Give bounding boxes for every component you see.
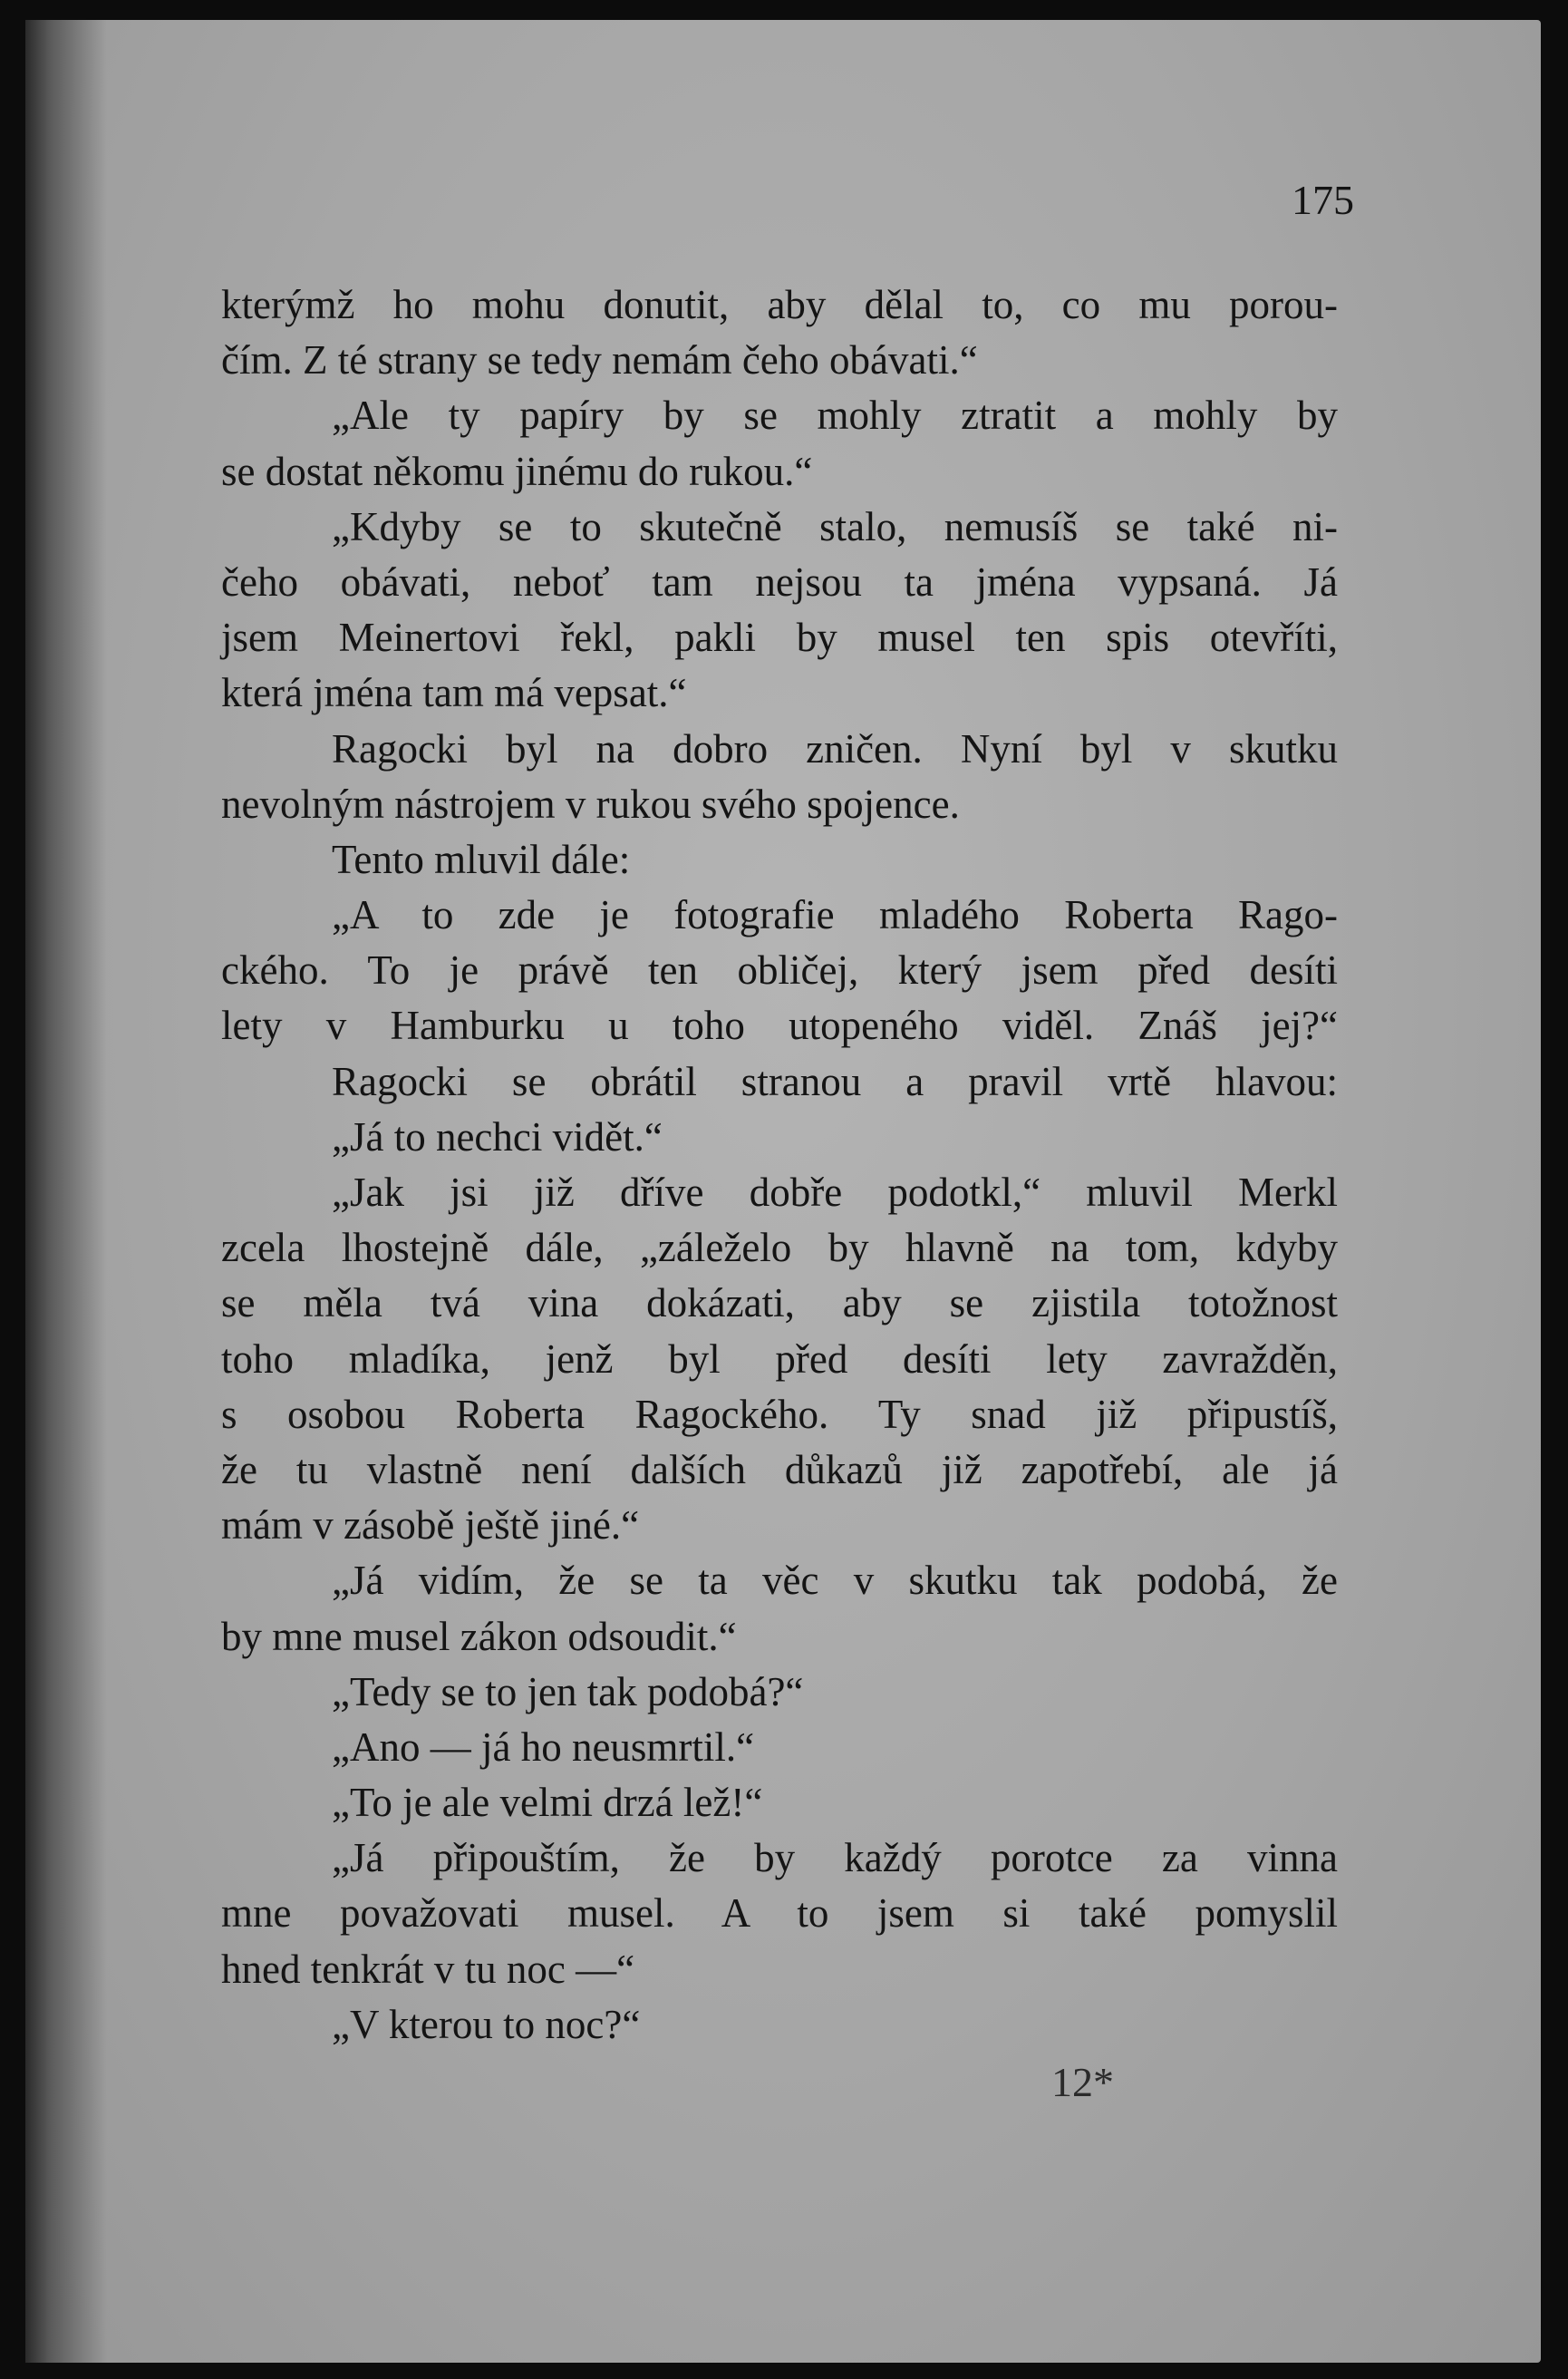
spine-shadow [25, 20, 107, 2363]
text-line: ckého. To je právě ten obličej, který jsem před desíti [221, 947, 1338, 994]
text-line: „Kdyby se to skutečně stalo, nemusíš se také ni- [332, 503, 1338, 549]
text-line: mne považovati musel. A to jsem si také pomyslil [221, 1890, 1338, 1937]
text-line: „A to zde je fotografie mladého Roberta Rago- [332, 892, 1338, 938]
text-line: hned tenkrát v tu noc —“ [221, 1946, 635, 1992]
text-line: s osobou Roberta Ragockého. Ty snad již připustíš, [221, 1391, 1338, 1437]
text-line: zcela lhostejně dále, „záleželo by hlavně na tom, kdyby [221, 1225, 1338, 1271]
text-line: Ragocki se obrátil stranou a pravil vrtě hlavou: [332, 1058, 1338, 1104]
text-line: „Jak jsi již dříve dobře podotkl,“ mluvil Merkl [332, 1170, 1338, 1215]
text-line: Ragocki byl na dobro zničen. Nyní byl v skutku [332, 725, 1338, 772]
text-line: lety v Hamburku u toho utopeného viděl. Znáš jej?“ [221, 1003, 1338, 1049]
text-line: „Já to nechci vidět.“ [332, 1113, 663, 1160]
text-line: „Ano — já ho neusmrtil.“ [332, 1724, 755, 1770]
text-line: jsem Meinertovi řekl, pakli by musel ten spis otevříti, [221, 615, 1338, 661]
text-line: „Já připouštím, že by každý porotce za vinna [332, 1835, 1338, 1881]
page-number: 175 [1292, 177, 1354, 223]
text-line: nevolným nástrojem v rukou svého spojence. [221, 781, 960, 827]
text-line: by mne musel zákon odsoudit.“ [221, 1613, 737, 1659]
text-line: kterýmž ho mohu donutit, aby dělal to, co mu porou- [221, 282, 1338, 327]
text-line: Tento mluvil dále: [332, 836, 631, 882]
text-line: „Tedy se to jen tak podobá?“ [332, 1668, 804, 1714]
text-line: která jména tam má vepsat.“ [221, 670, 687, 716]
body-text [221, 277, 1338, 2053]
text-line: toho mladíka, jenž byl před desíti lety zavražděn, [221, 1335, 1338, 1382]
text-line: čeho obávati, neboť tam nejsou ta jména vypsaná. Já [221, 558, 1338, 605]
text-line: „Ale ty papíry by se mohly ztratit a mohly by [332, 393, 1338, 439]
text-line: „V kterou to noc?“ [332, 2001, 641, 2047]
text-line: se měla tvá vina dokázati, aby se zjistila totožnost [221, 1280, 1338, 1326]
text-line: „Já vidím, že se ta věc v skutku tak podobá, že [332, 1558, 1338, 1604]
text-line: se dostat někomu jinému do rukou.“ [221, 448, 813, 494]
text-line: „To je ale velmi drzá lež!“ [332, 1780, 763, 1826]
text-line: čím. Z té strany se tedy nemám čeho obávati.“ [221, 337, 978, 384]
printer-signature-mark: 12* [1051, 2059, 1114, 2105]
text-line: mám v zásobě ještě jiné.“ [221, 1502, 640, 1549]
text-line: že tu vlastně není dalších důkazů již zapotřebí, ale já [221, 1446, 1338, 1492]
